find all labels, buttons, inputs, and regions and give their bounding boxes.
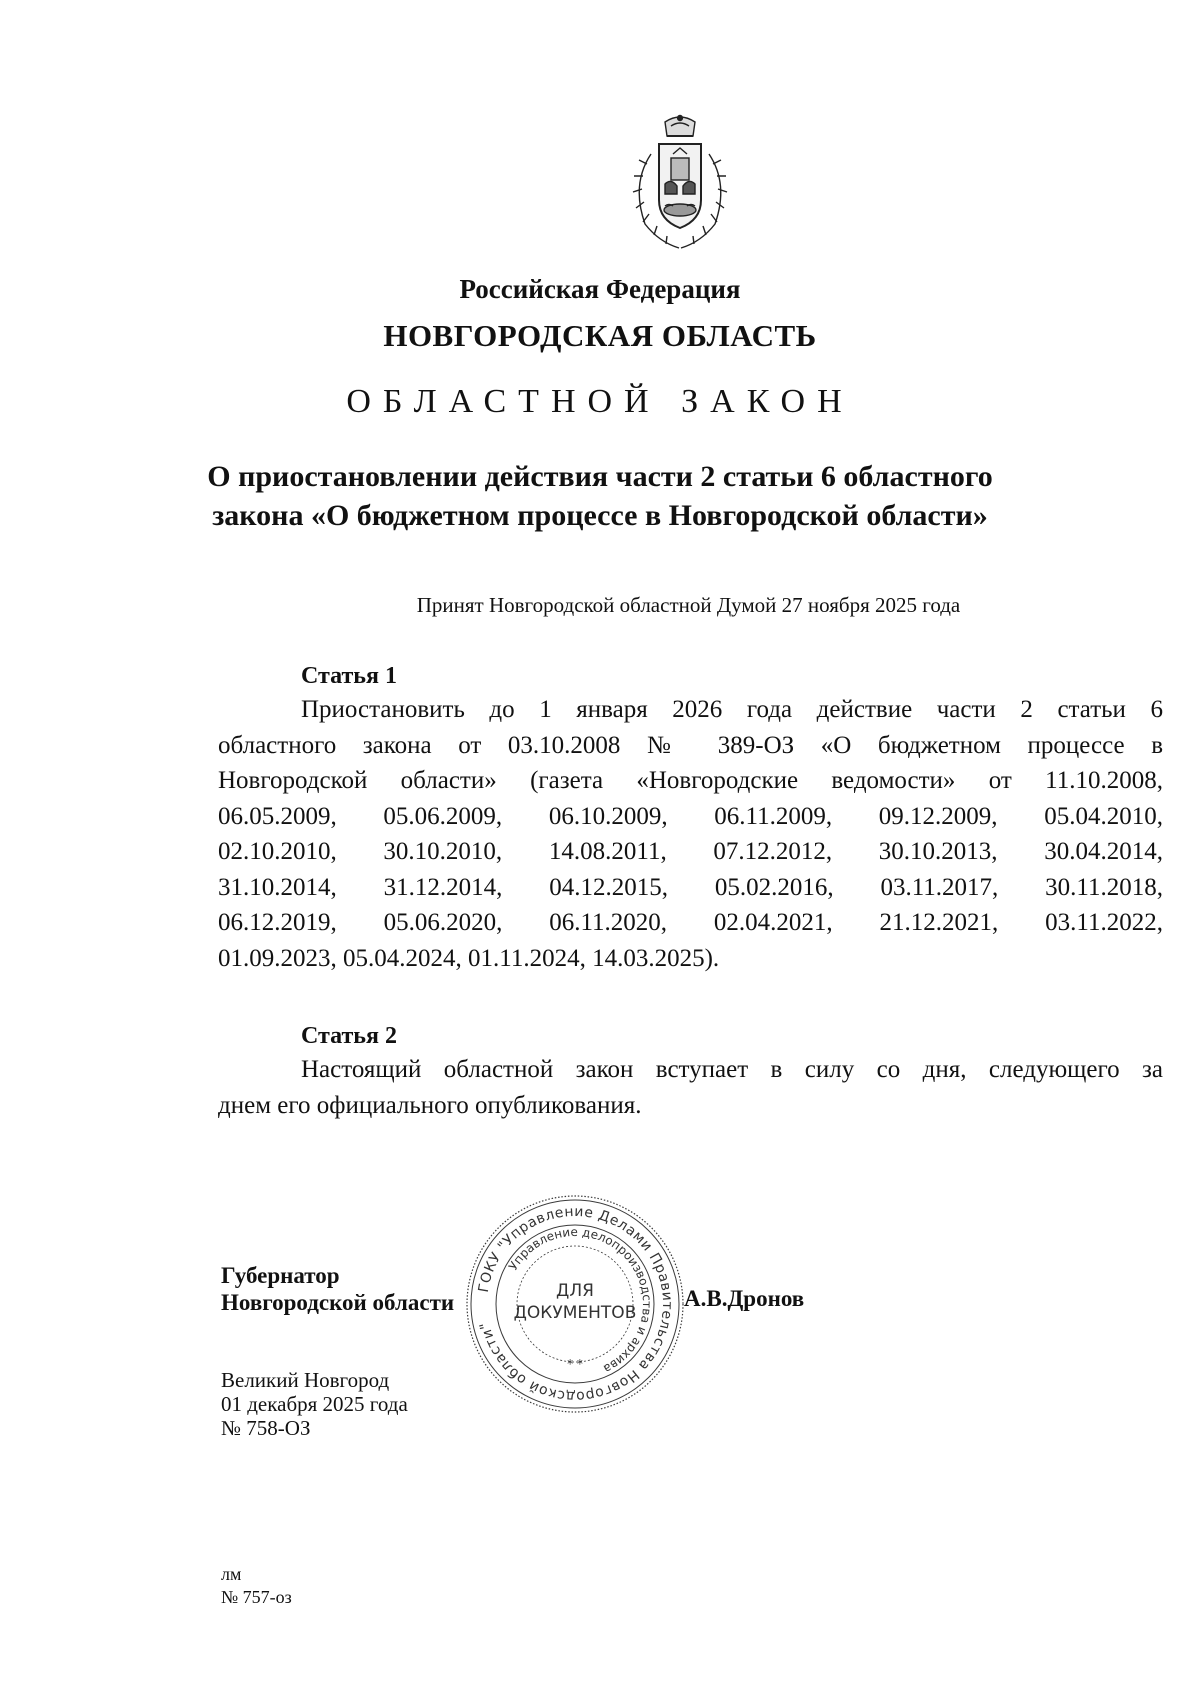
article-1-line: 31.10.2014, 31.12.2014, 04.12.2015, 05.02.2016, 03.11.2017, 30.11.2018, xyxy=(218,873,1163,901)
adoption-note: Принят Новгородской областной Думой 27 ноября 2025 года xyxy=(416,593,961,617)
federation-heading: Российская Федерация xyxy=(459,274,741,304)
city: Великий Новгород xyxy=(221,1368,390,1392)
stamp-inner-text: Управление делопроизводства и архива xyxy=(505,1224,655,1377)
signatory-title-line: Новгородской области xyxy=(221,1290,455,1315)
article-2-line: Настоящий областной закон вступает в силу со дня, следующего за xyxy=(301,1056,1163,1083)
document-type-heading: ОБЛАСТНОЙ ЗАКОН xyxy=(346,383,854,420)
article-1-line: 01.09.2023, 05.04.2024, 01.11.2024, 14.03.2025). xyxy=(218,944,720,972)
official-stamp xyxy=(464,1193,686,1415)
law-title-line: закона «О бюджетном процессе в Новгородской области» xyxy=(212,499,988,532)
stamp-center-line: ДЛЯ xyxy=(556,1281,594,1301)
law-title xyxy=(0,457,1200,535)
region-heading: НОВГОРОДСКАЯ ОБЛАСТЬ xyxy=(383,318,817,353)
article-1-line: Приостановить до 1 января 2026 года действие части 2 статьи 6 xyxy=(301,696,1163,723)
registry-initials: лм xyxy=(221,1564,242,1584)
place-and-date xyxy=(221,1368,408,1440)
article-1-line: 06.05.2009, 05.06.2009, 06.10.2009, 06.11.2009, 09.12.2009, 05.04.2010, xyxy=(218,802,1163,830)
law-title-line: О приостановлении действия части 2 статьи 6 областного xyxy=(207,460,993,493)
article-1-line: областного закона от 03.10.2008 № 389-ОЗ «О бюджетном процессе в xyxy=(218,731,1163,759)
stamp-outer-text: ГОКУ "Управление Делами Правительства Новгородской области" xyxy=(475,1203,676,1405)
article-2-text xyxy=(218,1052,1163,1123)
registry-mark xyxy=(221,1563,292,1609)
article-1-line: 06.12.2019, 05.06.2020, 06.11.2020, 02.04.2021, 21.12.2021, 03.11.2022, xyxy=(218,909,1163,936)
article-1-heading: Статья 1 xyxy=(301,663,397,689)
signatory-name: А.В.Дронов xyxy=(684,1286,805,1311)
article-2-heading: Статья 2 xyxy=(301,1023,397,1049)
stamp-center-line: ДОКУМЕНТОВ xyxy=(513,1303,637,1323)
article-1-line: Новгородской области» (газета «Новгородские ведомости» от 11.10.2008, xyxy=(218,767,1163,794)
article-2-line: днем его официального опубликования. xyxy=(218,1091,642,1119)
signatory-title xyxy=(221,1262,454,1316)
registry-number: № 757-оз xyxy=(221,1587,292,1607)
article-1-line: 02.10.2010, 30.10.2010, 14.08.2011, 07.12.2012, 30.10.2013, 30.04.2014, xyxy=(218,838,1163,865)
law-number: № 758-ОЗ xyxy=(221,1416,311,1440)
article-1-text xyxy=(218,692,1163,976)
signatory-title-line: Губернатор xyxy=(221,1263,340,1288)
stamp-stars: * * xyxy=(567,1357,583,1371)
coat-of-arms-emblem xyxy=(621,114,739,254)
signing-date: 01 декабря 2025 года xyxy=(221,1392,408,1416)
